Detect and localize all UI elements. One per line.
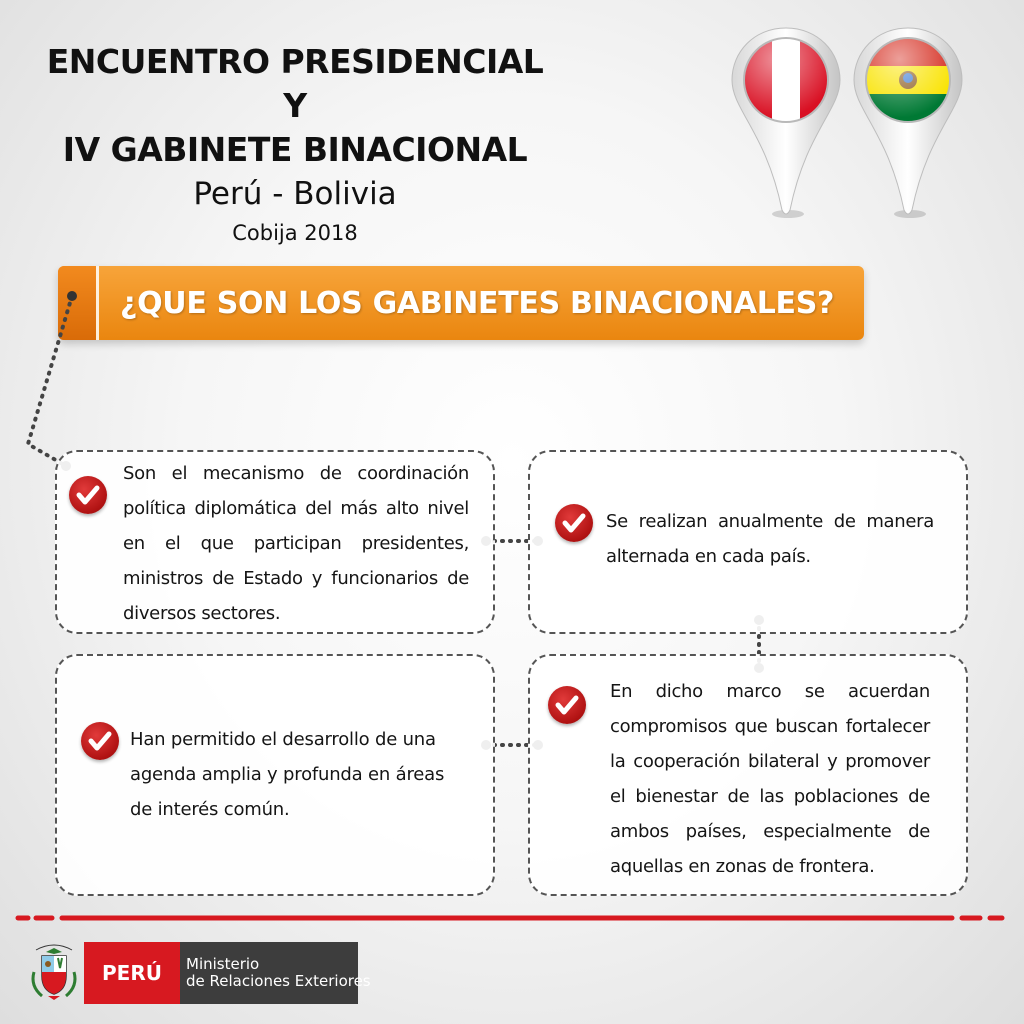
- check-circle-icon: [548, 686, 586, 724]
- card-text-1: Son el mecanismo de coordinación política diplomática del más alto nivel en el que participan presidentes, ministros de Estado y funcionarios de diversos sectores.: [123, 463, 469, 624]
- banner-question: ¿QUE SON LOS GABINETES BINACIONALES?: [120, 286, 835, 321]
- check-circle-icon: [69, 476, 107, 514]
- card-text-2: Se realizan anualmente de manera alternada en cada país.: [606, 511, 934, 567]
- card-text-3: Han permitido el desarrollo de una agenda amplia y profunda en áreas de interés común.: [130, 729, 445, 820]
- info-card-2: [528, 450, 968, 634]
- check-circle-icon: [555, 504, 593, 542]
- ministry-name: [180, 942, 371, 1004]
- title-line-1: ENCUENTRO PRESIDENCIAL Y: [46, 42, 544, 125]
- peru-coat-of-arms-icon: [28, 942, 80, 1002]
- info-card-3: [55, 654, 495, 896]
- peru-label: PERÚ: [84, 942, 180, 1004]
- city-year: Cobija 2018: [232, 221, 358, 245]
- info-card-1: [55, 450, 495, 634]
- subtitle: Perú - Bolivia: [193, 176, 397, 212]
- info-card-4: [528, 654, 968, 896]
- ministry-line-1: Ministerio: [186, 955, 260, 973]
- title-line-2: IV GABINETE BINACIONAL: [62, 130, 528, 169]
- card-text-4: En dicho marco se acuerdan compromisos que buscan fortalecer la cooperación bilateral y promover el bienestar de las poblaciones de ambos países, especialmente de aquellas en zonas de frontera.: [610, 681, 930, 877]
- ministry-line-2: de Relaciones Exteriores: [186, 972, 371, 990]
- check-circle-icon: [81, 722, 119, 760]
- footer-divider: [0, 913, 1024, 923]
